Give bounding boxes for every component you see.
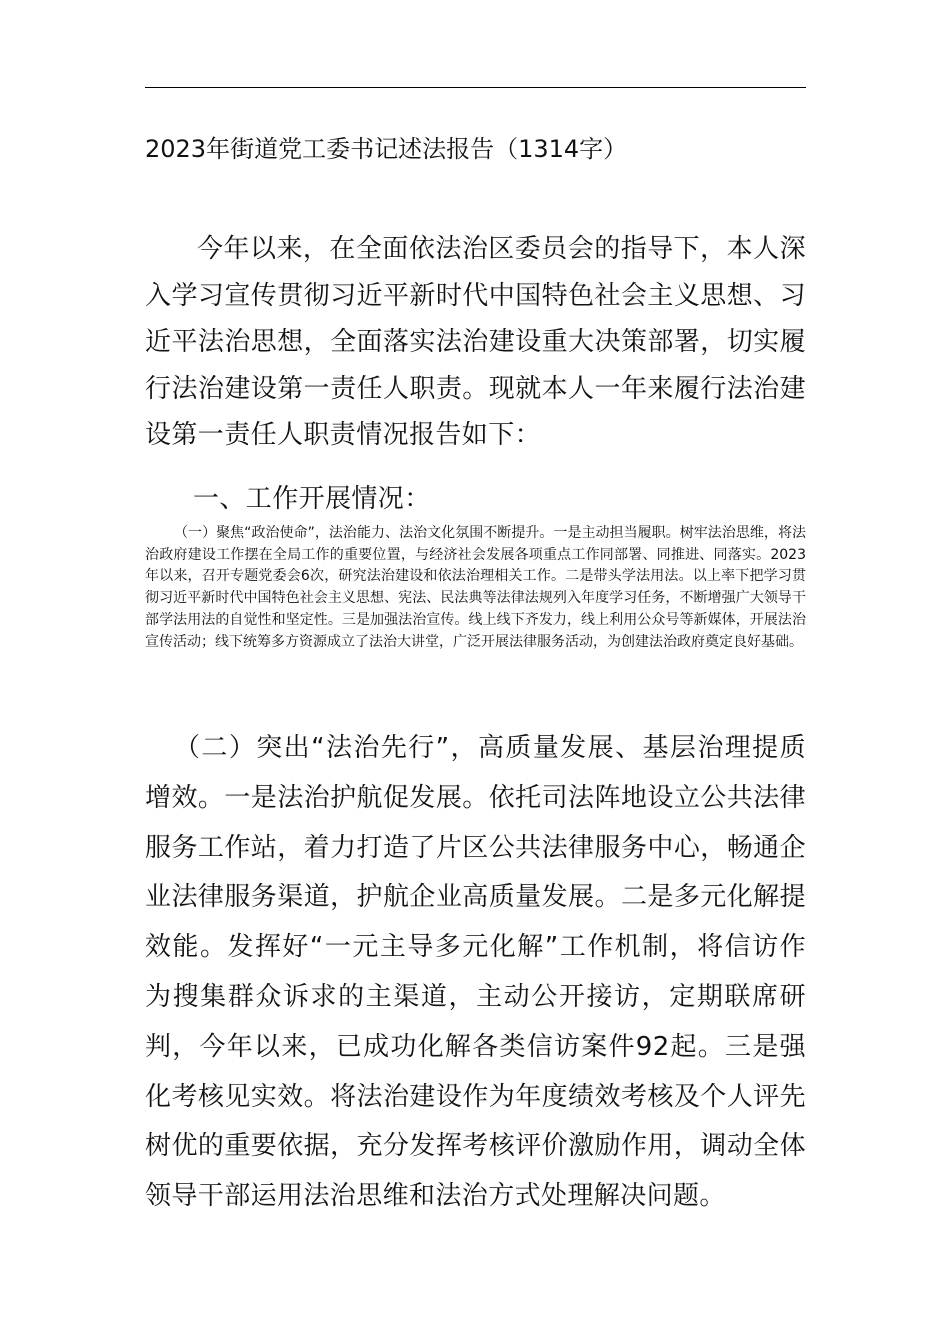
intro-paragraph: 今年以来，在全面依法治区委员会的指导下，本人深入学习宣传贯彻习近平新时代中国特色社会主义思想、习近平法治思想，全面落实法治建设重大决策部署，切实履行法治建设第一责任人职责。现就本人一年来履行法治建设第一责任人职责情况报告如下：	[145, 234, 806, 451]
document-title: 2023年街道党工委书记述法报告（1314字）	[145, 135, 628, 163]
subsection-two-paragraph: （二）突出“法治先行”，高质量发展、基层治理提质增效。一是法治护航促发展。依托司法阵地设立公共法律服务工作站，着力打造了片区公共法律服务中心，畅通企业法律服务渠道，护航企业高质量发展。二是多元化解提效能。发挥好“一元主导多元化解”工作机制，将信访作为搜集群众诉求的主渠道，主动公开接访，定期联席研判，今年以来，已成功化解各类信访案件92起。三是强化考核见实效。将法治建设作为年度绩效考核及个人评先树优的重要依据，充分发挥考核评价激励作用，调动全体领导干部运用法治思维和法治方式处理解决问题。	[145, 733, 806, 1212]
subsection-one-paragraph: （一）聚焦“政治使命”，法治能力、法治文化氛围不断提升。一是主动担当履职。树牢法治思维，将法治政府建设工作摆在全局工作的重要位置，与经济社会发展各项重点工作同部署、同推进、同落实。2023年以来，召开专题党委会6次，研究法治建设和依法治理相关工作。二是带头学法用法。以上率下把学习贯彻习近平新时代中国特色社会主义思想、宪法、民法典等法律法规列入年度学习任务，不断增强广大领导干部学法用法的自觉性和坚定性。三是加强法治宣传。线上线下齐发力，线上利用公众号等新媒体，开展法治宣传活动；线下统筹多方资源成立了法治大讲堂，广泛开展法律服务活动，为创建法治政府奠定良好基础。	[145, 525, 806, 650]
header-divider	[145, 87, 806, 88]
section-heading-work-status: 一、工作开展情况：	[193, 484, 431, 514]
